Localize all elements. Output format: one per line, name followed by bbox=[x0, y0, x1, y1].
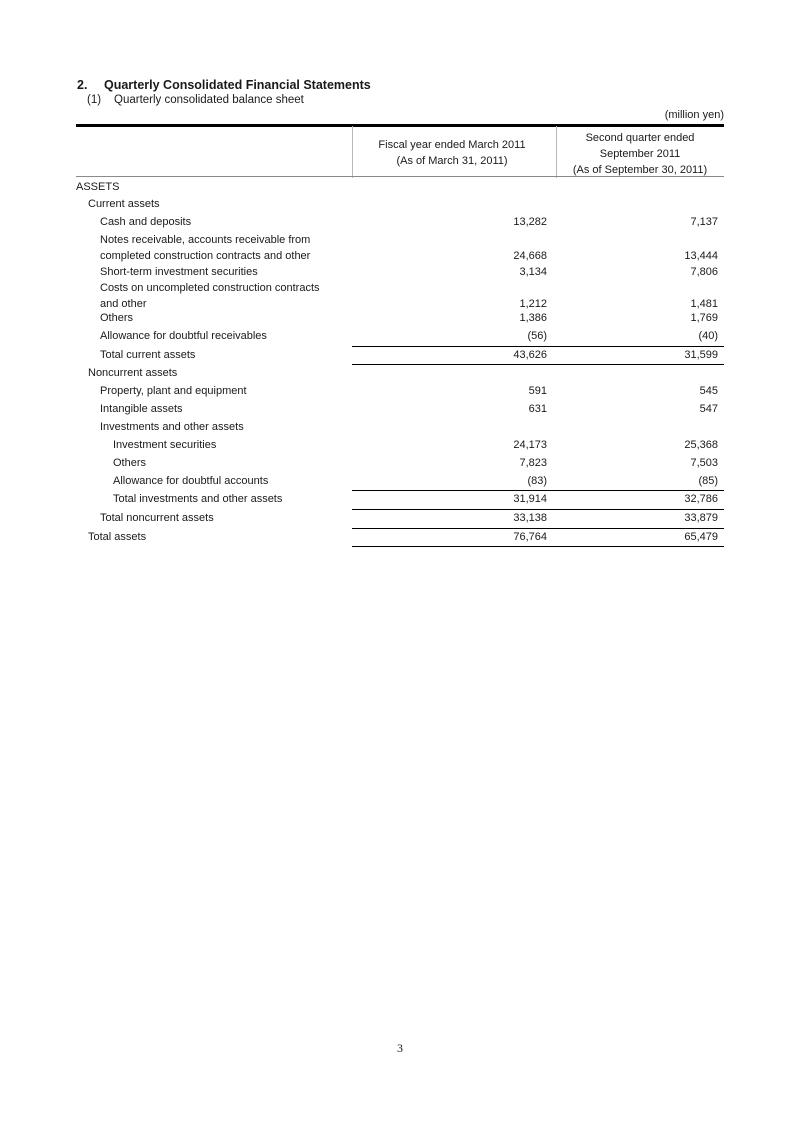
row-label bbox=[76, 280, 320, 312]
value-fy2011: 76,764 bbox=[513, 531, 547, 543]
row-label-line: Others bbox=[100, 312, 134, 324]
value-fy2011: 1,212 bbox=[519, 298, 547, 310]
row-label bbox=[76, 310, 133, 326]
value-q2-2011: 545 bbox=[699, 385, 718, 397]
subsection-number: (1) bbox=[87, 94, 102, 106]
value-fy2011: (83) bbox=[527, 475, 547, 487]
value-q2-2011: 32,786 bbox=[684, 493, 718, 505]
column-header-line: (As of March 31, 2011) bbox=[396, 155, 508, 167]
value-fy2011: (56) bbox=[527, 330, 547, 342]
row-label-line: Cash and deposits bbox=[100, 216, 192, 228]
value-q2-2011: 25,368 bbox=[684, 439, 718, 451]
unit-label: (million yen) bbox=[664, 109, 724, 121]
column-header-q2-2011 bbox=[560, 130, 720, 178]
row-label bbox=[76, 232, 310, 264]
subsection-heading bbox=[87, 94, 304, 106]
row-label-line: and other bbox=[100, 298, 147, 310]
value-fy2011: 1,386 bbox=[519, 312, 547, 324]
row-label bbox=[76, 529, 146, 545]
value-q2-2011: 1,769 bbox=[690, 312, 718, 324]
subsection-title: Quarterly consolidated balance sheet bbox=[114, 94, 304, 106]
row-label-line: Allowance for doubtful receivables bbox=[100, 330, 267, 342]
value-q2-2011: 547 bbox=[699, 403, 718, 415]
subtotal-rule bbox=[352, 346, 724, 347]
row-label bbox=[76, 383, 247, 399]
section-number: 2. bbox=[77, 78, 88, 92]
value-fy2011: 7,823 bbox=[519, 457, 547, 469]
value-fy2011: 631 bbox=[528, 403, 547, 415]
value-q2-2011: 33,879 bbox=[684, 512, 718, 524]
row-label-line: Total assets bbox=[88, 531, 147, 543]
page-number: 3 bbox=[397, 1041, 403, 1055]
row-label bbox=[76, 510, 214, 526]
row-label-line: Investments and other assets bbox=[100, 421, 244, 433]
column-header-fy2011 bbox=[352, 137, 552, 169]
value-q2-2011: 65,479 bbox=[684, 531, 718, 543]
subtotal-rule bbox=[352, 490, 724, 491]
value-q2-2011: 7,503 bbox=[690, 457, 718, 469]
section-heading bbox=[77, 78, 371, 92]
row-label-line: completed construction contracts and other bbox=[100, 250, 311, 262]
value-fy2011: 33,138 bbox=[513, 512, 547, 524]
column-header-line: September 2011 bbox=[599, 148, 681, 160]
column-header-line: Second quarter ended bbox=[585, 132, 695, 144]
row-label bbox=[76, 437, 216, 453]
subtotal-rule bbox=[352, 364, 724, 365]
row-label bbox=[76, 419, 244, 435]
row-label bbox=[76, 455, 146, 471]
row-label bbox=[76, 179, 119, 195]
row-label bbox=[76, 347, 195, 363]
row-label bbox=[76, 491, 282, 507]
value-fy2011: 13,282 bbox=[513, 216, 547, 228]
row-label-line: Total investments and other assets bbox=[113, 493, 283, 505]
value-q2-2011: 1,481 bbox=[690, 298, 718, 310]
row-label bbox=[76, 196, 160, 212]
row-label bbox=[76, 328, 267, 344]
table-top-rule bbox=[76, 124, 724, 127]
row-label-line: Intangible assets bbox=[100, 403, 183, 415]
row-label bbox=[76, 365, 177, 381]
row-label-line: Total noncurrent assets bbox=[100, 512, 214, 524]
row-label-line: Notes receivable, accounts receivable from bbox=[100, 234, 311, 246]
row-label-line: Short-term investment securities bbox=[100, 266, 258, 278]
row-label-line: ASSETS bbox=[76, 181, 120, 193]
value-fy2011: 24,173 bbox=[513, 439, 547, 451]
value-fy2011: 43,626 bbox=[513, 349, 547, 361]
value-fy2011: 3,134 bbox=[519, 266, 547, 278]
row-label-line: Total current assets bbox=[100, 349, 196, 361]
value-fy2011: 31,914 bbox=[513, 493, 547, 505]
subtotal-rule bbox=[352, 528, 724, 529]
value-q2-2011: (85) bbox=[698, 475, 718, 487]
row-label-line: Costs on uncompleted construction contracts bbox=[100, 282, 320, 294]
value-fy2011: 24,668 bbox=[513, 250, 547, 262]
row-label bbox=[76, 473, 268, 489]
column-header-line: (As of September 30, 2011) bbox=[572, 164, 708, 176]
header-rule bbox=[76, 176, 724, 177]
row-label-line: Investment securities bbox=[113, 439, 217, 451]
value-q2-2011: 7,137 bbox=[690, 216, 718, 228]
row-label-line: Noncurrent assets bbox=[88, 367, 178, 379]
column-header-line: Fiscal year ended March 2011 bbox=[378, 139, 526, 151]
value-q2-2011: 13,444 bbox=[684, 250, 718, 262]
row-label-line: Property, plant and equipment bbox=[100, 385, 247, 397]
row-label bbox=[76, 264, 258, 280]
row-label-line: Others bbox=[113, 457, 147, 469]
value-q2-2011: 31,599 bbox=[684, 349, 718, 361]
total-rule bbox=[352, 546, 724, 547]
column-divider bbox=[556, 126, 557, 178]
subtotal-rule bbox=[352, 509, 724, 510]
value-fy2011: 591 bbox=[528, 385, 547, 397]
row-label-line: Current assets bbox=[88, 198, 160, 210]
row-label-line: Allowance for doubtful accounts bbox=[113, 475, 269, 487]
row-label bbox=[76, 214, 191, 230]
value-q2-2011: 7,806 bbox=[690, 266, 718, 278]
row-label bbox=[76, 401, 183, 417]
value-q2-2011: (40) bbox=[698, 330, 718, 342]
section-title: Quarterly Consolidated Financial Statements bbox=[104, 78, 371, 92]
